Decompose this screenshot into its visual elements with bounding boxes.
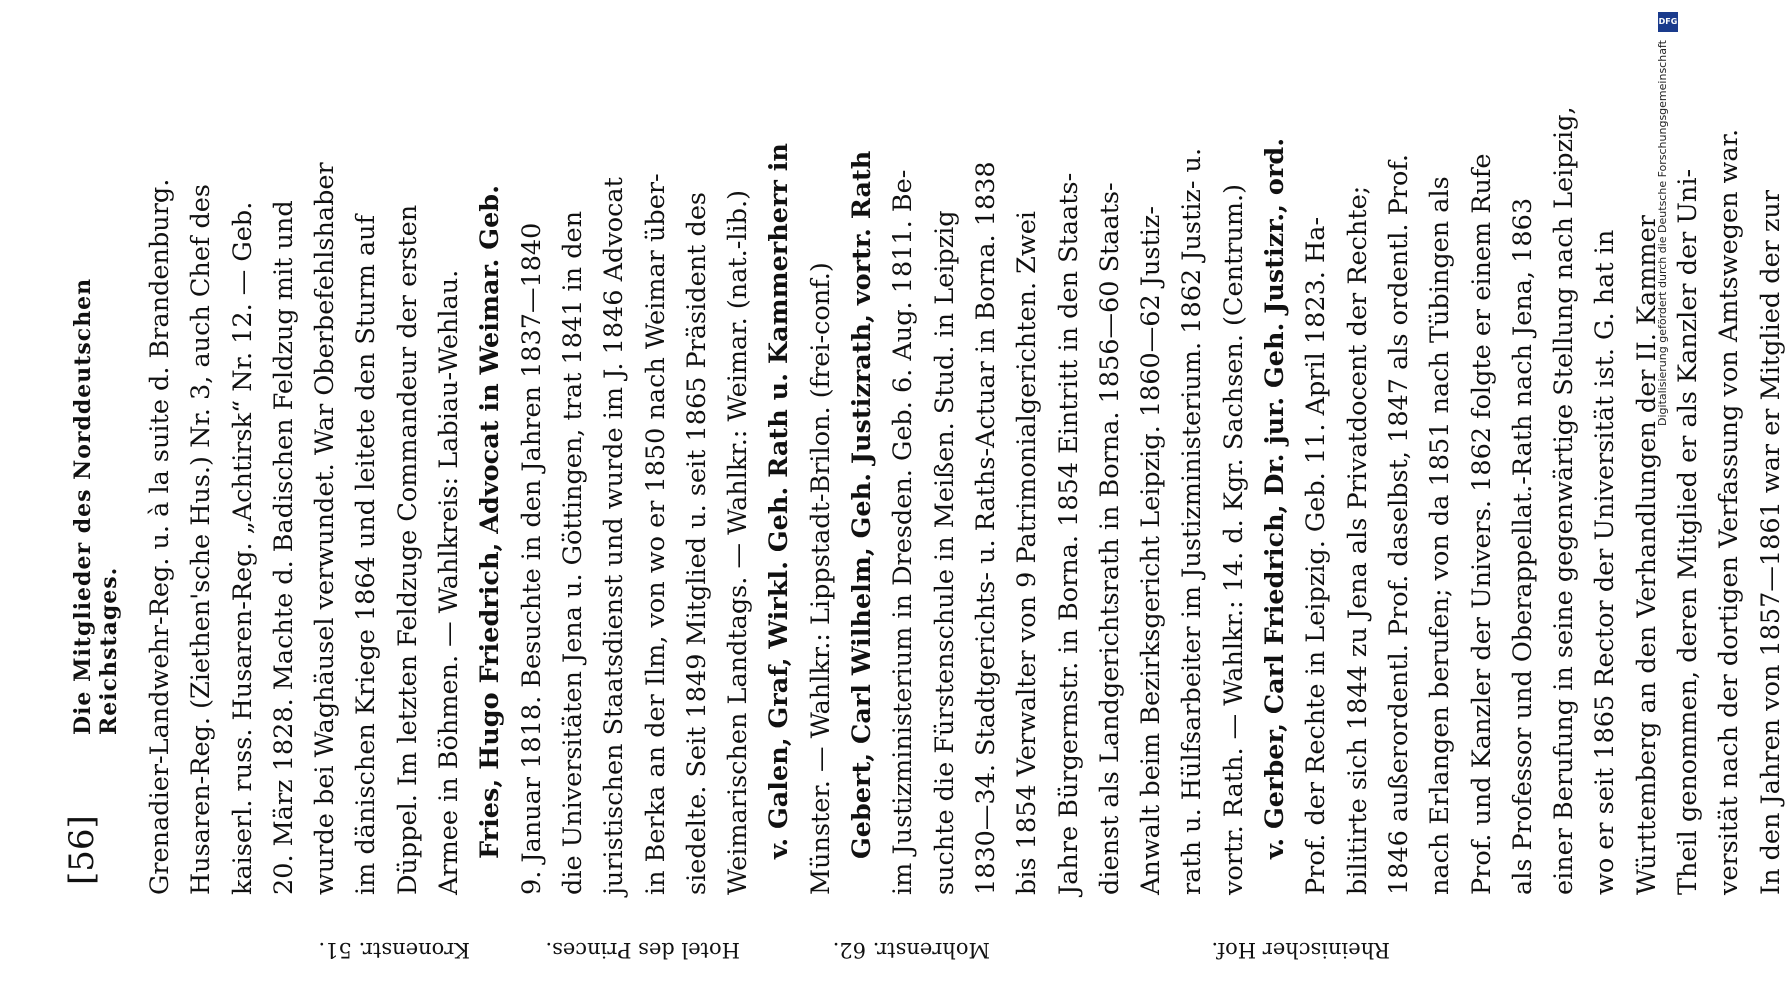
text-line: Armee in Böhmen. — Wahlkreis: Labiau-Wehlau. bbox=[434, 269, 465, 895]
text-line: kaiserl. russ. Husaren-Reg. „Achtirsk“ Nr. 12. — Geb. bbox=[227, 201, 258, 895]
text-line: dienst als Landgerichtsrath in Borna. 1856—60 Staats- bbox=[1094, 182, 1125, 895]
text-line: 20. März 1828. Machte d. Badischen Feldzug mit und bbox=[268, 200, 299, 895]
margin-note-galen: Hotel des Princes. bbox=[545, 938, 740, 962]
entry-galen: v. Galen, Graf, Wirkl. Geh. Rath u. Kammerherr in bbox=[764, 143, 795, 859]
text-line: Anwalt beim Bezirksgericht Leipzig. 1860—62 Justiz- bbox=[1136, 206, 1167, 895]
text-line: 1846 außerordentl. Prof. daselbst, 1847 als ordentl. Prof. bbox=[1383, 154, 1414, 895]
margin-notes bbox=[0, 900, 1686, 1000]
dfg-logo: DFG bbox=[1658, 12, 1678, 32]
text-line: Grenadier-Landwehr-Reg. u. à la suite d. Brandenburg. bbox=[145, 178, 175, 895]
text-line: Husaren-Reg. (Ziethen'sche Hus.) Nr. 3, auch Chef des bbox=[186, 184, 217, 895]
text-line: im Justizministerium in Dresden. Geb. 6. Aug. 1811. Be- bbox=[888, 169, 919, 895]
text-line: 1830—34. Stadtgerichts- u. Raths-Actuar in Borna. 1838 bbox=[970, 161, 1001, 895]
text-line: Württemberg an den Verhandlungen der II. Kammer bbox=[1631, 215, 1662, 895]
text-line: die Universitäten Jena u. Göttingen, trat 1841 in den bbox=[557, 210, 588, 895]
margin-note-gerber: Rheinischer Hof. bbox=[1211, 938, 1390, 962]
body-text bbox=[140, 106, 1792, 895]
text-line: bilitirte sich 1844 zu Jena als Privatdocent der Rechte; bbox=[1342, 185, 1373, 895]
running-title: Die Mitglieder des Norddeutschen Reichstages. bbox=[70, 277, 122, 735]
text-line: Jahre Bürgermstr. in Borna. 1854 Eintritt in den Staats- bbox=[1053, 172, 1084, 895]
text-line: Düppel. Im letzten Feldzuge Commandeur der ersten bbox=[392, 204, 423, 895]
text-line: wo er seit 1865 Rector der Universität ist. G. hat in bbox=[1590, 229, 1621, 895]
digitization-credit bbox=[1652, 0, 1686, 1000]
text-line: Prof. der Rechte in Leipzig. Geb. 11. April 1823. Ha- bbox=[1301, 216, 1332, 895]
page-header bbox=[58, 125, 122, 885]
text-line: suchte die Fürstenschule in Meißen. Stud. in Leipzig bbox=[929, 210, 960, 895]
text-line: im dänischen Kriege 1864 und leitete den Sturm auf bbox=[351, 214, 382, 895]
page-number: [56] bbox=[62, 815, 102, 885]
text-line: versität nach der dortigen Verfassung von Amtswegen war. bbox=[1714, 128, 1745, 895]
text-line: einer Berufung in seine gegenwärtige Stellung nach Leipzig, bbox=[1549, 106, 1580, 895]
text-line: wurde bei Waghäusel verwundet. War Oberbefehlshaber bbox=[310, 162, 341, 895]
text-line: vortr. Rath. — Wahlkr.: 14. d. Kgr. Sachsen. (Centrum.) bbox=[1218, 183, 1249, 895]
text-line: rath u. Hülfsarbeiter im Justizministerium. 1862 Justiz- u. bbox=[1177, 147, 1208, 895]
entry-gebert: Gebert, Carl Wilhelm, Geh. Justizrath, vortr. Rath bbox=[847, 150, 878, 859]
text-line: In den Jahren von 1857—1861 war er Mitglied der zur bbox=[1755, 189, 1786, 895]
text-line: Theil genommen, deren Mitglied er als Kanzler der Uni- bbox=[1672, 168, 1703, 895]
text-line: juristischen Staatsdienst und wurde im J. 1846 Advocat bbox=[599, 177, 630, 895]
text-line: Prof. und Kanzler der Univers. 1862 folgte er einem Rufe bbox=[1466, 153, 1497, 895]
text-line: Münster. — Wahlkr.: Lippstadt-Brilon. (frei-conf.) bbox=[805, 262, 836, 895]
text-line: nach Erlangen berufen; von da 1851 nach Tübingen als bbox=[1425, 176, 1456, 895]
text-line: siedelte. Seit 1849 Mitglied u. seit 1865 Präsident des bbox=[681, 192, 712, 895]
digitization-credit-text: Digitalisierung gefördert durch die Deutsche Forschungsgemeinschaft bbox=[1656, 40, 1669, 426]
margin-note-gebert: Mohrenstr. 62. bbox=[832, 938, 990, 962]
text-line: Weimarischen Landtags. — Wahlkr.: Weimar. (nat.-lib.) bbox=[723, 189, 754, 895]
text-line: bis 1854 Verwalter von 9 Patrimonialgerichten. Zwei bbox=[1012, 211, 1043, 895]
text-line: 9. Januar 1818. Besuchte in den Jahren 1837—1840 bbox=[516, 222, 547, 895]
text-line: in Berka an der Ilm, von wo er 1850 nach Weimar über- bbox=[640, 173, 671, 895]
text-line: als Professor und Oberappellat.-Rath nach Jena, 1863 bbox=[1507, 197, 1538, 895]
entry-fries: Fries, Hugo Friedrich, Advocat in Weimar. Geb. bbox=[475, 184, 506, 859]
entry-gerber: v. Gerber, Carl Friedrich, Dr. jur. Geh. Justizr., ord. bbox=[1260, 137, 1291, 859]
margin-note-fries: Kronenstr. 51. bbox=[318, 938, 470, 962]
